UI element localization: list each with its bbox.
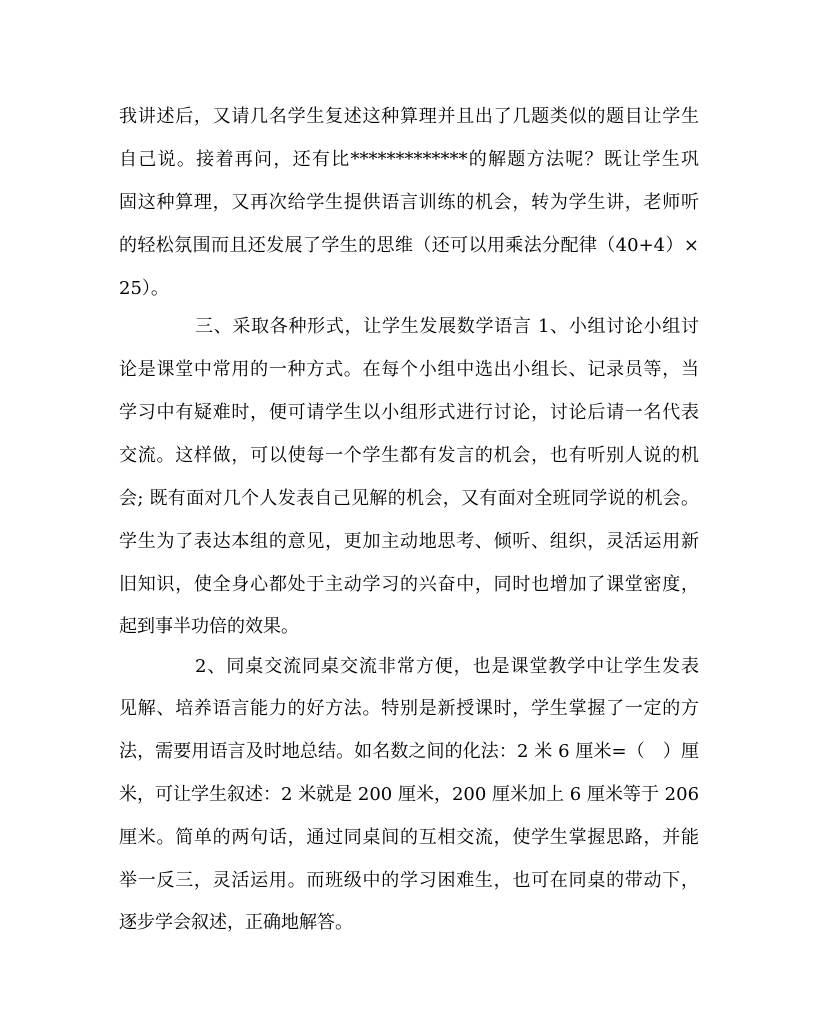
text-line: 学生为了表达本组的意见，更加主动地思考、倾听、组织，灵活运用新 xyxy=(119,531,699,552)
text-line: 2、同桌交流同桌交流非常方便，也是课堂教学中让学生发表 xyxy=(195,656,699,677)
text-line: 举一反三，灵活运用。而班级中的学习困难生，也可在同桌的带动下， xyxy=(119,870,699,891)
text-line: 会; 既有面对几个人发表自己见解的机会，又有面对全班同学说的机会。 xyxy=(119,488,699,509)
text-line: 厘米。简单的两句话，通过同桌间的互相交流，使学生掌握思路，并能 xyxy=(119,827,699,848)
text-line: 25）。 xyxy=(119,278,169,299)
text-line: 固这种算理，又再次给学生提供语言训练的机会，转为学生讲，老师听 xyxy=(119,192,699,213)
text-line: 自己说。接着再问，还有比*************的解题方法呢？既让学生巩 xyxy=(119,149,699,170)
text-line: 米，可让学生叙述：2 米就是 200 厘米，200 厘米加上 6 厘米等于 206 xyxy=(119,784,700,805)
text-line: 论是课堂中常用的一种方式。在每个小组中选出小组长、记录员等，当 xyxy=(119,359,699,380)
text-line: 法，需要用语言及时地总结。如名数之间的化法：2 米 6 厘米=（ ）厘 xyxy=(119,741,699,762)
text-line: 三、采取各种形式，让学生发展数学语言 1、小组讨论小组讨 xyxy=(195,316,699,337)
text-line: 的轻松氛围而且还发展了学生的思维（还可以用乘法分配律（40+4）× xyxy=(119,235,699,256)
text-line: 学习中有疑难时，便可请学生以小组形式进行讨论，讨论后请一名代表 xyxy=(119,402,699,423)
text-line: 起到事半功倍的效果。 xyxy=(119,616,299,637)
text-line: 交流。这样做，可以使每一个学生都有发言的机会，也有听别人说的机 xyxy=(119,445,699,466)
text-line: 逐步学会叙述，正确地解答。 xyxy=(119,912,353,933)
text-line: 旧知识，使全身心都处于主动学习的兴奋中，同时也增加了课堂密度， xyxy=(119,574,699,595)
text-line: 见解、培养语言能力的好方法。特别是新授课时，学生掌握了一定的方 xyxy=(119,698,699,719)
text-line: 我讲述后，又请几名学生复述这种算理并且出了几题类似的题目让学生 xyxy=(119,106,699,127)
